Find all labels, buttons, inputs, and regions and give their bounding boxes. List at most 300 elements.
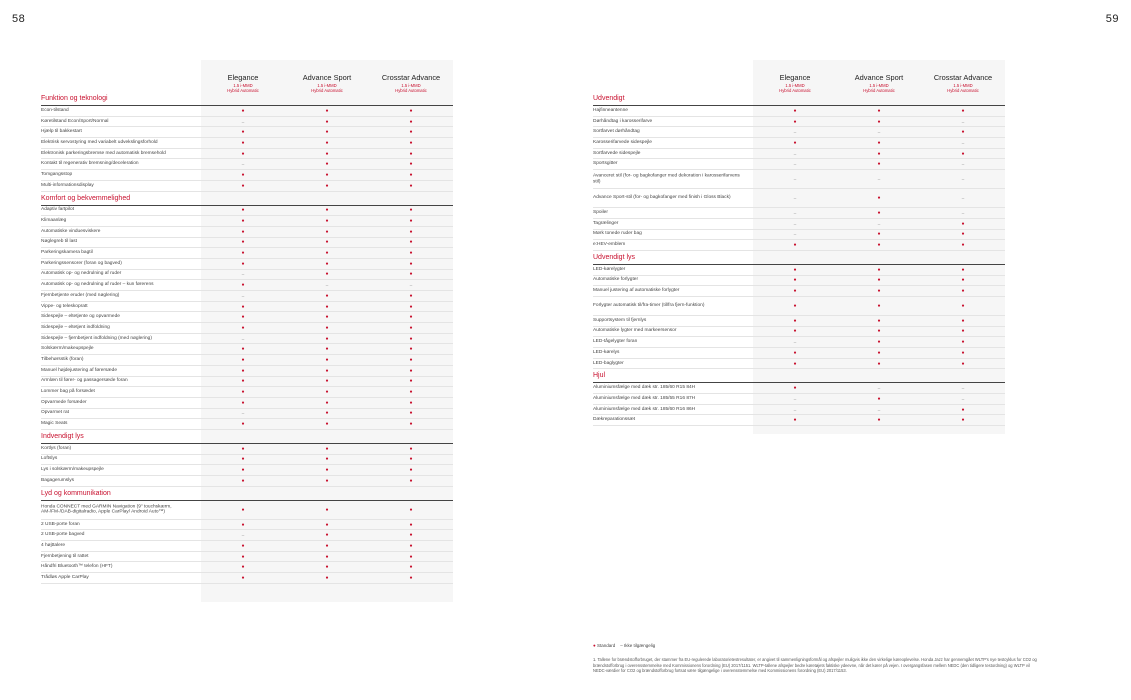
spec-label: LED-baglygter xyxy=(593,360,624,366)
spec-label: Supportsystem til fjernlys xyxy=(593,317,647,323)
standard-dot-icon: ● xyxy=(409,399,413,406)
spec-label: Sortfarvede sidespejle xyxy=(593,150,641,156)
column-name: Elegance xyxy=(779,73,811,82)
standard-dot-icon: ● xyxy=(325,564,329,571)
standard-dot-icon: ● xyxy=(877,209,881,216)
spec-label: Automatiske forlygter xyxy=(593,277,639,283)
standard-dot-icon: ● xyxy=(961,220,965,227)
section-header xyxy=(41,92,453,106)
spec-row xyxy=(41,323,453,334)
column-transmission: Hybrid Automatic xyxy=(863,88,895,93)
not-available-dash-icon: – xyxy=(793,407,797,413)
standard-dot-icon: ● xyxy=(409,574,413,581)
spec-label: e:HEV-emblem xyxy=(593,242,626,248)
spec-label: Aluminiumsfælge med dæk str. 185/55 R16 87H xyxy=(593,396,696,402)
standard-dot-icon: ● xyxy=(877,417,881,424)
section-title: Udvendigt xyxy=(593,95,625,102)
spec-row xyxy=(593,286,1005,297)
column-transmission: Hybrid Automatic xyxy=(227,88,259,93)
not-available-dash-icon: – xyxy=(241,161,245,167)
standard-dot-icon: ● xyxy=(409,477,413,484)
spec-row xyxy=(41,476,453,487)
standard-dot-icon: ● xyxy=(325,467,329,474)
standard-dot-icon: ● xyxy=(409,207,413,214)
standard-dot-icon: ● xyxy=(961,317,965,324)
standard-dot-icon: ● xyxy=(241,399,245,406)
spec-label: Håndfri Bluetooth™ telefon (HFT) xyxy=(41,564,113,570)
standard-dot-icon: ● xyxy=(241,356,245,363)
standard-dot-icon: ● xyxy=(325,207,329,214)
standard-dot-icon: ● xyxy=(241,389,245,396)
standard-dot-icon: ● xyxy=(325,506,329,513)
standard-dot-icon: ● xyxy=(325,303,329,310)
spec-label: LED-kørelys xyxy=(593,350,620,356)
standard-dot-icon: ● xyxy=(961,150,965,157)
standard-dot-icon: ● xyxy=(961,277,965,284)
standard-dot-icon: ● xyxy=(241,228,245,235)
not-available-dash-icon: – xyxy=(241,410,245,416)
spec-label: Fjernbetjente eruder (med nøglering) xyxy=(41,293,120,299)
spec-row xyxy=(41,409,453,420)
standard-dot-icon: ● xyxy=(409,356,413,363)
column-header xyxy=(285,73,369,93)
standard-dot-icon: ● xyxy=(409,107,413,114)
standard-dot-icon: ● xyxy=(877,349,881,356)
spec-label: Automatisk op- og nedrulning af ruder – kun førerens xyxy=(41,282,154,288)
spec-row xyxy=(593,327,1005,338)
section-header xyxy=(41,430,453,444)
standard-dot-icon: ● xyxy=(793,317,797,324)
standard-dot-icon: ● xyxy=(409,367,413,374)
spec-label: Bagagerumslys xyxy=(41,478,75,484)
spec-row xyxy=(41,465,453,476)
standard-dot-icon: ● xyxy=(961,266,965,273)
standard-dot-icon: ● xyxy=(325,218,329,225)
standard-dot-icon: ● xyxy=(793,266,797,273)
spec-row xyxy=(41,159,453,170)
legend xyxy=(593,643,655,648)
standard-dot-icon: ● xyxy=(325,532,329,539)
not-available-dash-icon: – xyxy=(241,271,245,277)
spec-row xyxy=(593,265,1005,276)
spec-label: Advance Sport-stil (for- og bagkofanger med finish i Gloss Black) xyxy=(593,195,731,201)
column-name: Crosstar Advance xyxy=(381,73,441,82)
column-engine: 1.5 i-MMD xyxy=(785,83,805,88)
spec-row xyxy=(593,106,1005,117)
standard-dot-icon: ● xyxy=(325,324,329,331)
standard-dot-icon: ● xyxy=(325,239,329,246)
standard-dot-icon: ● xyxy=(325,228,329,235)
spec-row xyxy=(41,562,453,573)
spec-label: Automatiske vinduesviskere xyxy=(41,228,101,234)
spec-label: Køretilstand Econ/Sport/Normal xyxy=(41,118,109,124)
section-title: Udvendigt lys xyxy=(593,253,636,261)
standard-dot-icon: ● xyxy=(325,271,329,278)
spec-label: Hjælp til bakkestart xyxy=(41,129,82,135)
not-available-dash-icon: – xyxy=(793,161,797,167)
spec-label: Kortlys (foran) xyxy=(41,445,72,451)
not-available-dash-icon: – xyxy=(793,231,797,237)
spec-row xyxy=(41,238,453,249)
not-available-dash-icon: – xyxy=(241,532,245,538)
spec-label: Fjernbetjening til rattet xyxy=(41,553,89,559)
column-header xyxy=(921,73,1005,93)
not-available-dash-icon: – xyxy=(793,129,797,135)
standard-dot-icon: ● xyxy=(241,467,245,474)
standard-dot-icon: ● xyxy=(877,242,881,249)
not-available-dash-icon: – xyxy=(241,119,245,125)
standard-dot-icon: ● xyxy=(409,129,413,136)
spec-row xyxy=(41,206,453,217)
spec-label: LED-kørelygter xyxy=(593,266,626,272)
spec-row xyxy=(41,149,453,160)
spec-label: Parkeringskamera bagtil xyxy=(41,250,93,256)
standard-dot-icon: ● xyxy=(877,150,881,157)
standard-dot-icon: ● xyxy=(325,346,329,353)
spec-label: Sortfarvet dørhåndtag xyxy=(593,129,640,135)
not-available-dash-icon: – xyxy=(793,210,797,216)
spec-row xyxy=(41,181,453,192)
spec-label: Armlæn til fører- og passagersæde foran xyxy=(41,378,128,384)
spec-row xyxy=(41,259,453,270)
standard-dot-icon: ● xyxy=(877,395,881,402)
spec-row xyxy=(41,444,453,455)
standard-dot-icon: ● xyxy=(325,574,329,581)
standard-dot-icon: ● xyxy=(793,139,797,146)
standard-dot-icon: ● xyxy=(961,231,965,238)
standard-dot-icon: ● xyxy=(325,139,329,146)
spec-row xyxy=(41,248,453,259)
column-engine: 1.5 i-MMD xyxy=(869,83,889,88)
standard-dot-icon: ● xyxy=(961,417,965,424)
spec-label: Sidespejle – fjernbetjent indfoldning (med nøglering) xyxy=(41,335,152,341)
standard-dot-icon: ● xyxy=(793,302,797,309)
spec-label: 4 højttalere xyxy=(41,543,65,549)
spec-label: Magic Seats xyxy=(41,421,68,427)
standard-dot-icon: ● xyxy=(961,339,965,346)
standard-dot-icon: ● xyxy=(325,356,329,363)
standard-dot-icon: ● xyxy=(325,367,329,374)
standard-dot-icon: ● xyxy=(241,282,245,289)
standard-dot-icon: ● xyxy=(409,218,413,225)
not-available-dash-icon: – xyxy=(961,176,965,182)
spec-row xyxy=(593,348,1005,359)
standard-dot-icon: ● xyxy=(961,288,965,295)
spec-label: Automatisk op- og nedrulning af ruder xyxy=(41,271,122,277)
not-available-dash-icon: – xyxy=(961,140,965,146)
spec-label: Klimaanlæg xyxy=(41,218,67,224)
standard-dot-icon: ● xyxy=(409,542,413,549)
not-available-dash-icon: – xyxy=(793,151,797,157)
spec-label: Opvarmet rat xyxy=(41,410,69,416)
standard-dot-icon: ● xyxy=(241,367,245,374)
spec-label: Sidespejle – eltetjent indfoldning xyxy=(41,325,110,331)
standard-dot-icon: ● xyxy=(325,456,329,463)
standard-dot-icon: ● xyxy=(241,139,245,146)
spec-row xyxy=(593,208,1005,219)
standard-dot-icon: ● xyxy=(409,228,413,235)
spec-row xyxy=(593,316,1005,327)
standard-dot-icon: ● xyxy=(325,378,329,385)
standard-dot-icon: ● xyxy=(325,521,329,528)
standard-dot-icon: ● xyxy=(241,521,245,528)
spec-row xyxy=(593,127,1005,138)
spec-row xyxy=(41,387,453,398)
spec-row xyxy=(593,297,1005,316)
standard-dot-icon: ● xyxy=(877,107,881,114)
standard-dot-icon: ● xyxy=(409,521,413,528)
standard-dot-icon: ● xyxy=(409,139,413,146)
not-available-dash-icon: – xyxy=(793,221,797,227)
standard-dot-icon: ● xyxy=(877,139,881,146)
standard-dot-icon: ● xyxy=(961,302,965,309)
standard-dot-icon: ● xyxy=(241,506,245,513)
spec-label: Mørk tonede ruder bag xyxy=(593,231,642,237)
spec-row xyxy=(593,230,1005,241)
standard-dot-icon: ● xyxy=(409,324,413,331)
spec-row xyxy=(593,359,1005,370)
standard-dot-icon: ● xyxy=(877,195,881,202)
standard-dot-icon: ● xyxy=(793,417,797,424)
spec-label: Avanceret stil (for- og bagkofanger med dekoration i karosserifarvens stil) xyxy=(593,173,740,185)
column-engine: 1.5 i-MMD xyxy=(233,83,253,88)
section-title: Funktion og teknologi xyxy=(41,95,108,102)
legend-standard: Standard xyxy=(596,643,616,648)
spec-row xyxy=(41,280,453,291)
standard-dot-icon: ● xyxy=(325,129,329,136)
not-available-dash-icon: – xyxy=(793,195,797,201)
standard-dot-icon: ● xyxy=(877,277,881,284)
spec-row xyxy=(593,383,1005,394)
standard-dot-icon: ● xyxy=(877,360,881,367)
spec-label: LED-tågelygter foran xyxy=(593,339,638,345)
spec-row xyxy=(41,573,453,584)
legend-na: Ikke tilgængelig xyxy=(624,643,656,648)
standard-dot-icon: ● xyxy=(241,456,245,463)
standard-dot-icon: ● xyxy=(325,171,329,178)
spec-row xyxy=(593,415,1005,426)
standard-dot-icon: ● xyxy=(325,399,329,406)
column-header xyxy=(369,73,453,93)
spec-label: Karosserifarvede sidespejle xyxy=(593,140,652,146)
spec-row xyxy=(593,276,1005,287)
spec-row xyxy=(41,552,453,563)
spec-row xyxy=(41,344,453,355)
standard-dot-icon: ● xyxy=(961,107,965,114)
not-available-dash-icon: – xyxy=(961,161,965,167)
standard-dot-icon: ● xyxy=(241,129,245,136)
spec-label: Dørhåndtag i karosserifarve xyxy=(593,118,653,124)
standard-dot-icon: ● xyxy=(793,242,797,249)
not-available-dash-icon: – xyxy=(793,396,797,402)
spec-label: Manuel højdejustering af førersæde xyxy=(41,367,117,373)
spec-row xyxy=(41,106,453,117)
spec-label: Trådløs Apple CarPlay xyxy=(41,575,89,581)
standard-dot-icon: ● xyxy=(241,346,245,353)
spec-row xyxy=(593,337,1005,348)
standard-dot-icon: ● xyxy=(241,445,245,452)
standard-dot-icon: ● xyxy=(241,250,245,257)
spec-label: Aluminiumsfælge med dæk str. 185/60 R15 84H xyxy=(593,385,696,391)
spec-row xyxy=(41,541,453,552)
standard-dot-icon: ● xyxy=(325,410,329,417)
standard-dot-icon: ● xyxy=(877,288,881,295)
standard-dot-icon: ● xyxy=(241,107,245,114)
standard-dot-icon: ● xyxy=(325,250,329,257)
spec-row xyxy=(593,170,1005,189)
standard-dot-icon: ● xyxy=(961,328,965,335)
standard-dot-icon: ● xyxy=(241,171,245,178)
column-name: Elegance xyxy=(227,73,259,82)
standard-dot-icon: ● xyxy=(409,150,413,157)
spec-label: Forlygter automatisk til/fra-timer (til/fra fjern-funktion) xyxy=(593,303,705,309)
standard-dot-icon: ● xyxy=(409,410,413,417)
standard-dot-icon: ● xyxy=(409,239,413,246)
standard-dot-icon: ● xyxy=(241,421,245,428)
standard-dot-icon: ● xyxy=(241,150,245,157)
standard-dot-icon: ● xyxy=(409,335,413,342)
standard-dot-icon: ● xyxy=(325,335,329,342)
column-name: Advance Sport xyxy=(854,73,904,82)
section-title: Hjul xyxy=(593,372,606,380)
standard-dot-icon: ● xyxy=(409,532,413,539)
spec-row xyxy=(41,377,453,388)
standard-dot-icon: ● xyxy=(409,445,413,452)
spec-label: 2 USB-porte bagved xyxy=(41,532,85,538)
standard-dot-icon: ● xyxy=(325,553,329,560)
column-transmission: Hybrid Automatic xyxy=(395,88,427,93)
spec-label: Spoiler xyxy=(593,210,608,216)
standard-dot-icon: ● xyxy=(325,421,329,428)
spec-label: Automatiske lygter med markeersensor xyxy=(593,328,677,334)
section-header xyxy=(593,369,1005,383)
standard-dot-icon: ● xyxy=(325,107,329,114)
standard-dot-icon: ● xyxy=(877,118,881,125)
not-available-dash-icon: – xyxy=(877,221,881,227)
spec-label: Hajfinneantenne xyxy=(593,108,628,114)
spec-label: Sportsgitter xyxy=(593,161,618,167)
standard-dot-icon: ● xyxy=(877,339,881,346)
section-header xyxy=(593,92,1005,106)
spec-row xyxy=(41,312,453,323)
spec-row xyxy=(41,227,453,238)
column-transmission: Hybrid Automatic xyxy=(311,88,343,93)
section-header xyxy=(593,251,1005,265)
spec-row xyxy=(593,240,1005,251)
spec-label: Parkeringssensorer (foran og bagved) xyxy=(41,260,122,266)
spec-label: Kontakt til regenerativ bremsning/deceleration xyxy=(41,161,139,167)
standard-dot-icon: ● xyxy=(241,314,245,321)
footnote: 1. Tallene for brændstofforbruget, der stammer fra EU-regulerede laboratorietestresultater, er angivet til sammenligningsformål og afspejler muligvis ikke den virkelige køreoplevelse. Honda Jazz har gennemgået WLTP's nye testcyklus for CO2 og brændstofforbrug i overensstemmelse med Kommissionens forordning (EU) 2017/1151. WLTP-tallene afspejler bedre køretøjets faktiske ydeevne, når det kører på vejen. I overgangsfasen mellem NEDC (den tidligere testordning) og WLTP vil NEDC-værdier for CO2 og brændstofforbrug fortsat være tilgængelige i overensstemmelse med Kommissionens forordning (EU) 2017/1153. xyxy=(593,657,1037,674)
standard-dot-icon: ● xyxy=(409,564,413,571)
standard-dot-icon: ● xyxy=(325,118,329,125)
standard-dot-icon: ● xyxy=(961,360,965,367)
spec-label: Elektrisk servostyring med variabelt udvekslingsforhold xyxy=(41,140,158,146)
standard-dot-icon: ● xyxy=(325,477,329,484)
spec-row xyxy=(593,405,1005,416)
spec-label: Opvarmede forsæder xyxy=(41,399,87,405)
section-title: Lyd og kommunikation xyxy=(41,489,111,497)
column-header xyxy=(753,73,837,93)
section-title: Komfort og bekvemmelighed xyxy=(41,194,131,202)
standard-dot-icon: ● xyxy=(409,378,413,385)
spec-label: Econ-tilstand xyxy=(41,108,69,114)
column-name: Crosstar Advance xyxy=(933,73,993,82)
standard-dot-icon: ● xyxy=(325,445,329,452)
standard-dot-icon: ● xyxy=(241,378,245,385)
standard-dot-icon: ● xyxy=(877,302,881,309)
spec-label: 2 USB-porte foran xyxy=(41,521,80,527)
standard-dot-icon: ● xyxy=(325,161,329,168)
spec-row xyxy=(41,291,453,302)
section-header xyxy=(41,487,453,501)
standard-dot-icon: ● xyxy=(877,161,881,168)
standard-dot-icon: ● xyxy=(409,506,413,513)
standard-dot-icon: ● xyxy=(325,314,329,321)
standard-dot-icon: ● xyxy=(409,118,413,125)
standard-dot-icon: ● xyxy=(241,239,245,246)
standard-dot-icon: ● xyxy=(409,161,413,168)
standard-dot-icon: ● xyxy=(409,553,413,560)
spec-row xyxy=(41,170,453,181)
spec-label: Multi-informationsdisplay xyxy=(41,182,94,188)
spec-label: Manuel justering af automatiske forlygter xyxy=(593,288,680,294)
column-engine: 1.5 i-MMD xyxy=(953,83,973,88)
spec-label: Dækreparationssæt xyxy=(593,417,636,423)
section-title: Indvendigt lys xyxy=(41,432,84,440)
standard-dot-icon: ● xyxy=(793,118,797,125)
standard-dot-icon: ● xyxy=(409,467,413,474)
column-engine: 1.5 i-MMD xyxy=(401,83,421,88)
standard-dot-icon: ● xyxy=(325,150,329,157)
spec-label: Lys i solskærm/makeupspejle xyxy=(41,467,104,473)
standard-dot-icon: ● xyxy=(961,129,965,136)
standard-dot-icon: ● xyxy=(409,389,413,396)
spec-row xyxy=(593,159,1005,170)
spec-row xyxy=(41,302,453,313)
not-available-dash-icon: – xyxy=(877,385,881,391)
standard-dot-icon: ● xyxy=(877,317,881,324)
spec-row xyxy=(41,117,453,128)
spec-label: Elektronisk parkeringsbremse med automatisk bremsehold xyxy=(41,150,166,156)
spec-label: Loftslys xyxy=(41,456,58,462)
column-transmission: Hybrid Automatic xyxy=(779,88,811,93)
not-available-dash-icon: – xyxy=(961,119,965,125)
standard-dot-icon: ● xyxy=(241,207,245,214)
not-available-dash-icon: – xyxy=(793,339,797,345)
standard-dot-icon: ● xyxy=(241,574,245,581)
spec-label: Tilbehørsstik (foran) xyxy=(41,357,84,363)
column-header xyxy=(837,73,921,93)
standard-dot-icon: ● xyxy=(241,542,245,549)
standard-dot-icon: ● xyxy=(793,328,797,335)
spec-row xyxy=(41,419,453,430)
standard-dot-icon: ● xyxy=(241,324,245,331)
spec-row xyxy=(593,394,1005,405)
spec-row xyxy=(41,216,453,227)
spec-row xyxy=(41,270,453,281)
spec-row xyxy=(41,501,453,520)
standard-dot-icon: ● xyxy=(241,218,245,225)
not-available-dash-icon: – xyxy=(961,385,965,391)
standard-dot-icon: ● xyxy=(325,542,329,549)
page-number-right: 59 xyxy=(1105,13,1119,25)
spec-row xyxy=(593,219,1005,230)
not-available-dash-icon: – xyxy=(961,396,965,402)
standard-dot-icon: ● xyxy=(409,421,413,428)
standard-dot-icon: ● xyxy=(409,303,413,310)
standard-dot-icon: ● xyxy=(961,349,965,356)
